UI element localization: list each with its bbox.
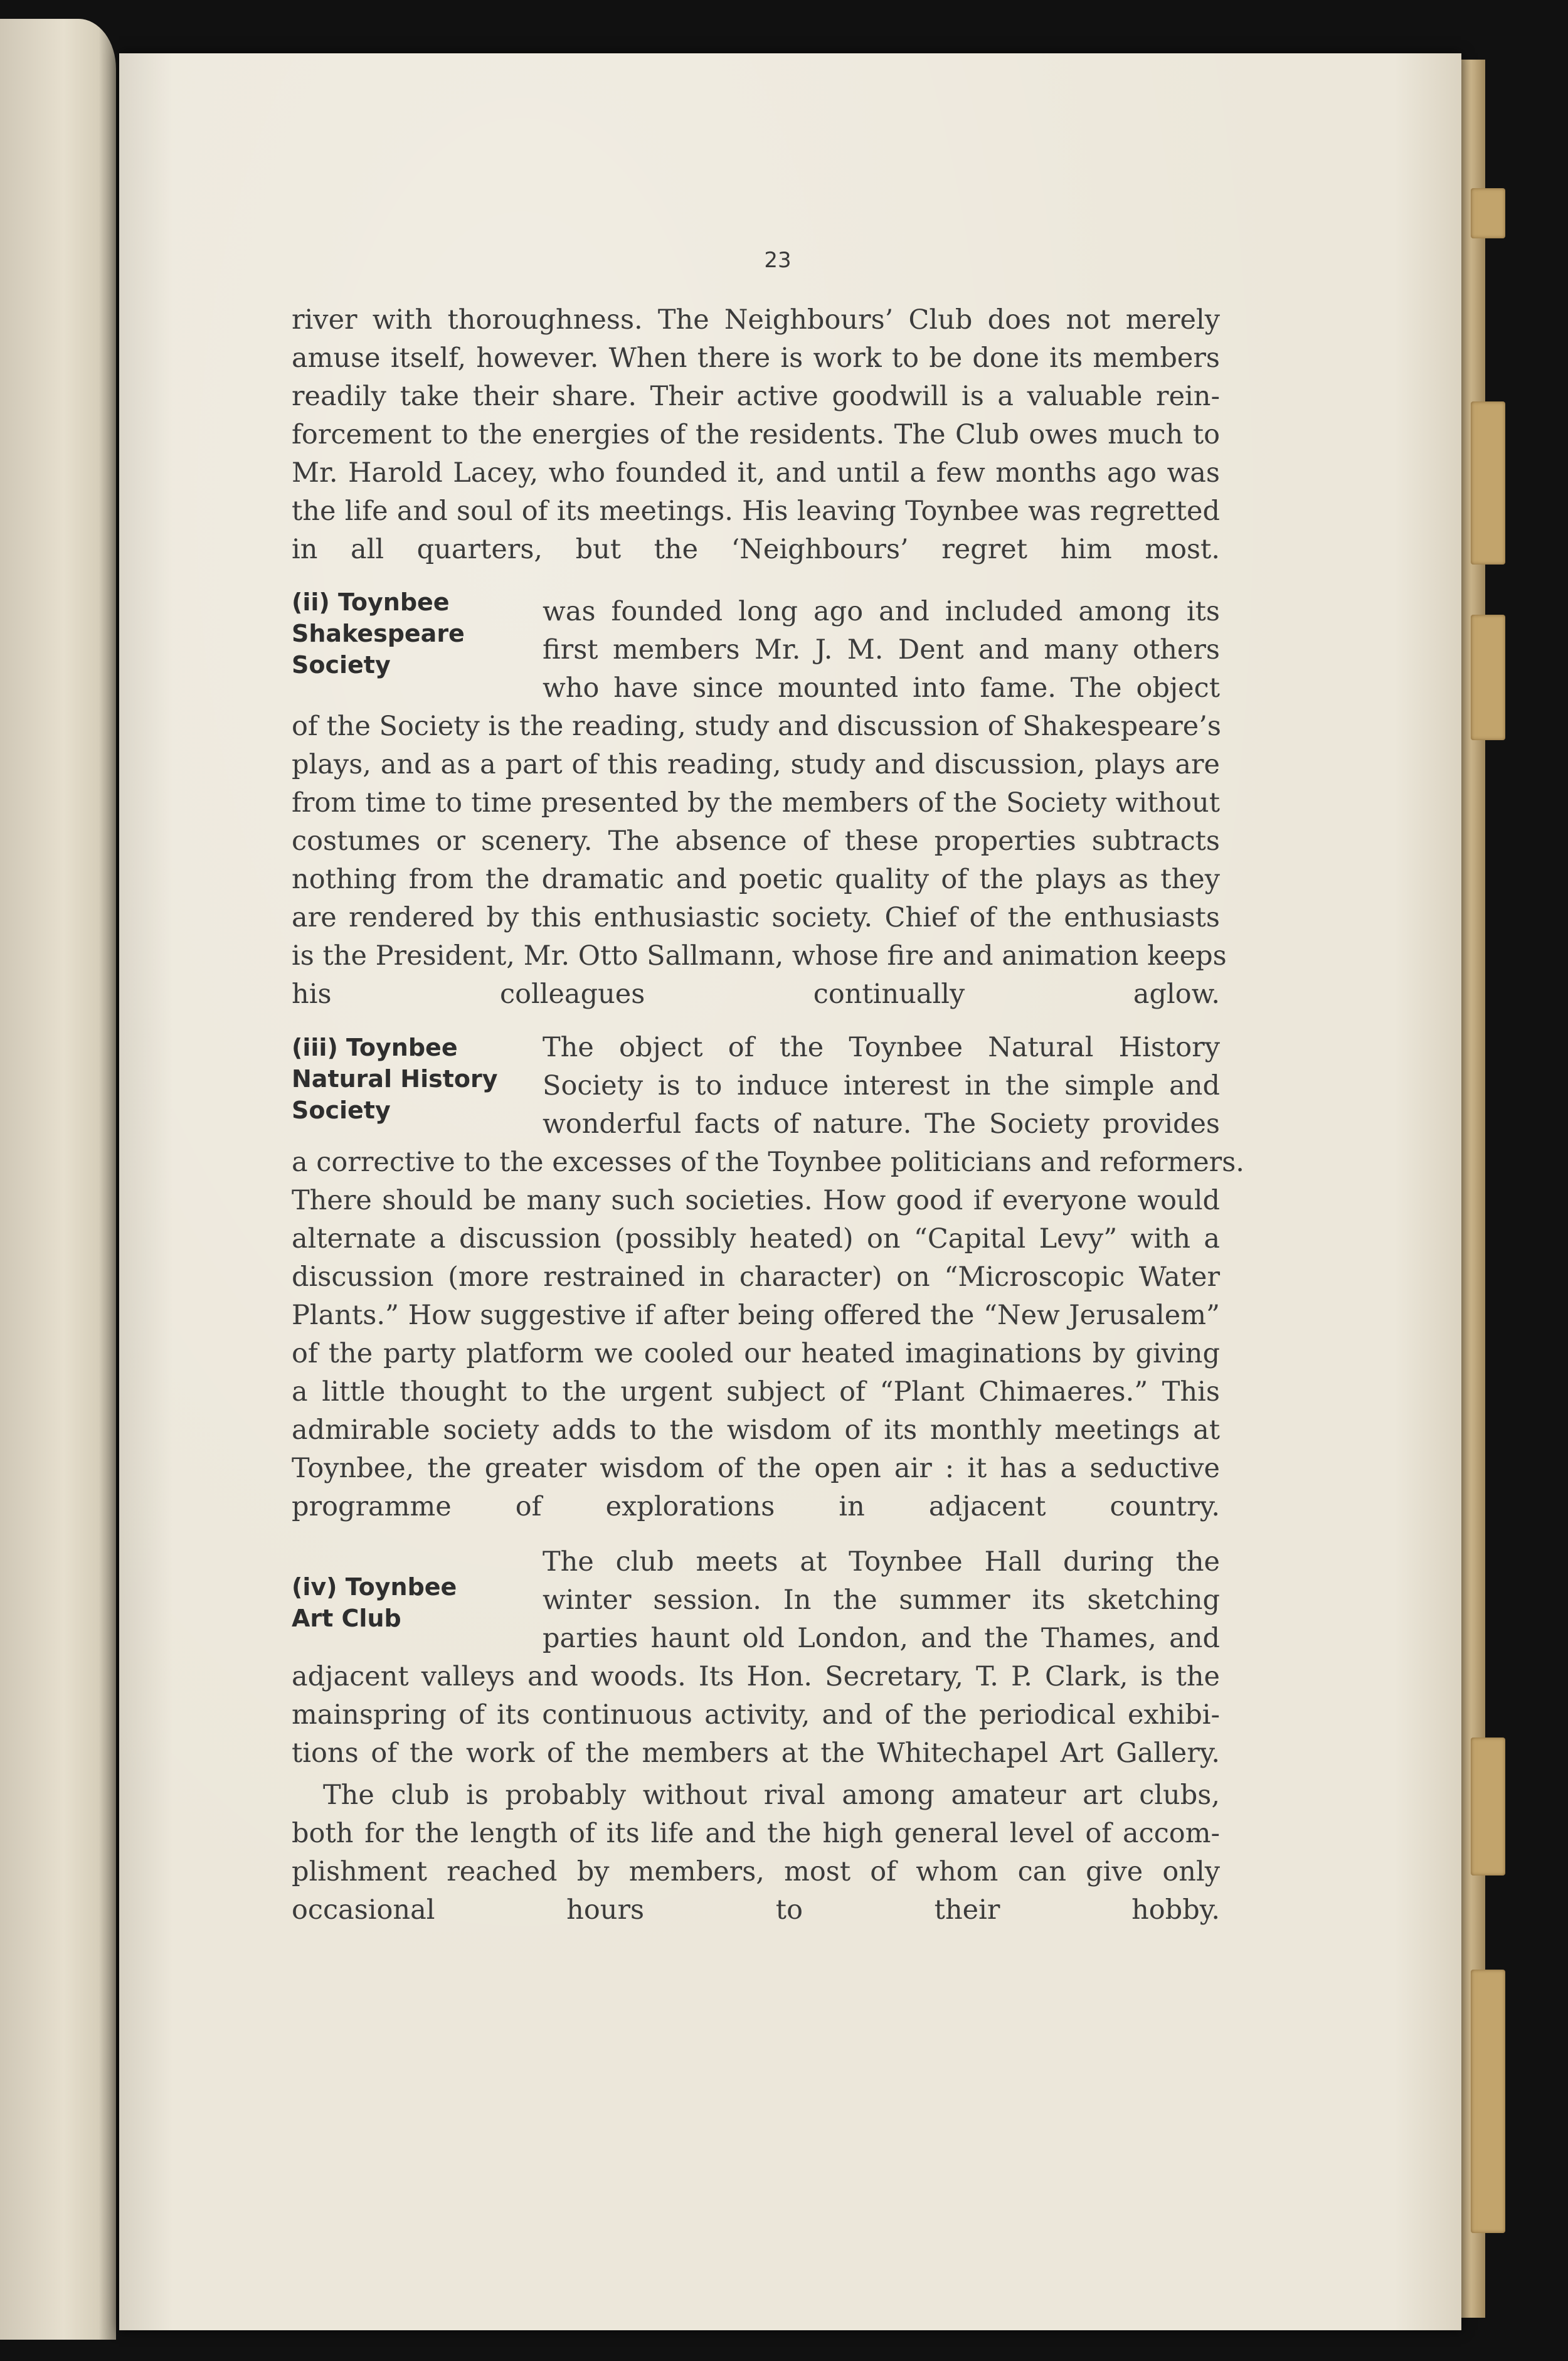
text-line: costumes or scenery. The absence of these properties subtracts [292, 825, 1220, 857]
text-line: was founded long ago and included among its [543, 596, 1220, 627]
closing-paragraph [292, 1776, 1220, 1929]
heading-line: (iii) Toynbee [292, 1034, 458, 1061]
text-line: from time to time presented by the members of the Society without [292, 787, 1220, 819]
text-line: nothing from the dramatic and poetic quality of the plays as they [292, 864, 1220, 895]
heading-line: (ii) Toynbee [292, 588, 450, 616]
text-line: first members Mr. J. M. Dent and many others [543, 634, 1220, 666]
text-line: of the Society is the reading, study and discussion of Shakespeare’s [292, 711, 1221, 742]
text-line: discussion (more restrained in character) on “Microscopic Water [292, 1261, 1220, 1293]
text-line: a little thought to the urgent subject of “Plant Chimaeres.” This [292, 1376, 1220, 1408]
text-line: mainspring of its continuous activity, and of the periodical exhibi- [292, 1699, 1220, 1731]
heading-line: Society [292, 651, 391, 679]
text-line: programme of explorations in adjacent country. [292, 1491, 1220, 1522]
text-line: tions of the work of the members at the Whitechapel Art Gallery. [292, 1738, 1220, 1769]
text-line: alternate a discussion (possibly heated) on “Capital Levy” with a [292, 1223, 1220, 1255]
text-line: Plants.” How suggestive if after being offered the “New Jerusalem” [292, 1300, 1220, 1331]
section-heading-shakespeare [292, 586, 465, 681]
text-line: both for the length of its life and the high general level of accom- [292, 1818, 1220, 1849]
paper-tab [1471, 615, 1505, 740]
text-line: winter session. In the summer its sketching [543, 1584, 1220, 1616]
text-line: a corrective to the excesses of the Toynbee politicians and reformers. [292, 1147, 1244, 1178]
text-line: plishment reached by members, most of whom can give only [292, 1856, 1220, 1887]
section-ii-indented-text [543, 593, 1220, 708]
text-line: are rendered by this enthusiastic society. Chief of the enthusiasts [292, 902, 1220, 933]
text-line: plays, and as a part of this reading, study and discussion, plays are [292, 749, 1220, 780]
facing-page-edge [0, 19, 116, 2340]
section-iii-indented-text [543, 1029, 1220, 1143]
paper-tab [1471, 1738, 1505, 1876]
text-line: Toynbee, the greater wisdom of the open air : it has a seductive [292, 1453, 1220, 1484]
text-line: occasional hours to their hobby. [292, 1894, 1220, 1926]
text-line: his colleagues continually aglow. [292, 979, 1220, 1010]
text-line: adjacent valleys and woods. Its Hon. Secretary, T. P. Clark, is the [292, 1661, 1220, 1692]
heading-line: Society [292, 1096, 391, 1124]
text-line: of the party platform we cooled our heated imaginations by giving [292, 1338, 1220, 1369]
text-line: the life and soul of its meetings. His leaving Toynbee was regretted [292, 496, 1220, 527]
text-line: amuse itself, however. When there is work to be done its members [292, 342, 1220, 374]
intro-paragraph [292, 301, 1220, 569]
text-line: The club meets at Toynbee Hall during the [543, 1546, 1220, 1578]
heading-line: (iv) Toynbee [292, 1573, 457, 1601]
text-line: readily take their share. Their active goodwill is a valuable rein- [292, 381, 1220, 412]
heading-line: Art Club [292, 1605, 401, 1632]
paper-tab [1471, 188, 1505, 238]
text-line: The object of the Toynbee Natural History [543, 1032, 1220, 1063]
text-line: river with thoroughness. The Neighbours’ Club does not merely [292, 304, 1220, 336]
heading-line: Natural History [292, 1065, 498, 1093]
text-line: parties haunt old London, and the Thames, and [543, 1623, 1220, 1654]
section-iv-paragraph [292, 1658, 1220, 1773]
text-line: The club is probably without rival among amateur art clubs, [323, 1780, 1220, 1811]
section-iii-paragraph [292, 1143, 1244, 1526]
text-line: is the President, Mr. Otto Sallmann, whose fire and animation keeps [292, 940, 1227, 972]
section-ii-paragraph [292, 708, 1227, 1014]
text-line: Mr. Harold Lacey, who founded it, and until a few months ago was [292, 457, 1220, 489]
text-line: admirable society adds to the wisdom of its monthly meetings at [292, 1414, 1220, 1446]
text-line: wonderful facts of nature. The Society provides [543, 1108, 1220, 1140]
section-heading-natural-history [292, 1032, 498, 1126]
text-line: forcement to the energies of the residents. The Club owes much to [292, 419, 1220, 450]
heading-line: Shakespeare [292, 620, 465, 647]
text-line: Society is to induce interest in the simple and [543, 1070, 1220, 1101]
paper-tab [1471, 1970, 1505, 2233]
text-line: in all quarters, but the ‘Neighbours’ regret him most. [292, 534, 1220, 565]
text-line: There should be many such societies. How good if everyone would [292, 1185, 1220, 1216]
text-line: who have since mounted into fame. The object [543, 672, 1220, 704]
paper-tab [1471, 401, 1505, 565]
section-iv-indented-text [543, 1543, 1220, 1658]
page-number: 23 [764, 248, 792, 273]
section-heading-art-club [292, 1571, 457, 1634]
